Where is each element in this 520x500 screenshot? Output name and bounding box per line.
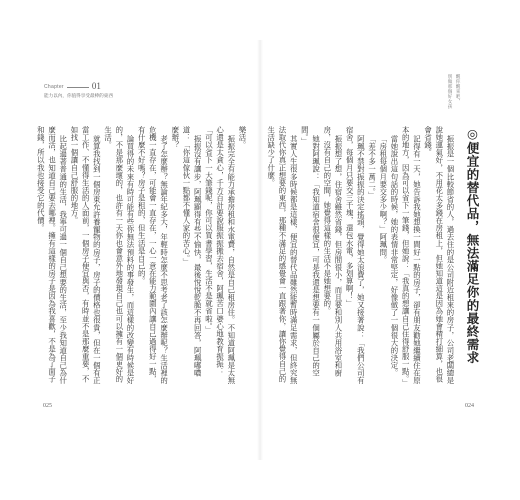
right-paragraph: 當她說出這句話的時候，她的表情非常堅定，好像做了一個很大的決定。 — [389, 134, 399, 377]
right-paragraph: 「房租每個月要交多少啊？」阿珮問。 — [378, 134, 388, 264]
right-paragraph: 記得有一天，她告訴我她想換一間好一點的房子，卻有朋友勸她繼續住在原本的地方，因為可以省下一筆錢，但她說：「我真的想讓自己住得舒服一點。」 — [401, 126, 422, 387]
chapter-number: 01 — [91, 81, 101, 91]
left-paragraph: 論買得的未來有時可能有些你無法預料的事發生，而這樣的改變有時候是好的，不是那麼壞的，也許有一天你也會意外地發現自己也可以擁有一個更好的生活。 — [103, 126, 135, 385]
right-paragraph: 其實人生很多時候都是這樣，便宜的替代品雖然能暫時滿足需求，但終究無法取代你真正想要的東西，那種不滿足的感覺會一直跟著你，讓你覺得自己的生活缺少了什麼。 — [266, 126, 299, 385]
right-paragraph: 「差不多一萬二。」 — [367, 134, 377, 200]
left-paragraph: 振振完全有能力承擔房租和水電費，自然是自己租房住。不知道阿珮是太無心還是太貪心，千方百計要說服振振搬去宿舍，阿珮苦口婆心地教育振振：「可以省下一大筆錢呢，你可以買書學習，生活不是就省啦。」 — [204, 126, 236, 385]
chapter-title: 能力以內，你值得享受最棒的東西 — [44, 93, 113, 98]
book-gutter — [257, 40, 263, 460]
right-page-body — [266, 126, 456, 388]
left-paragraph: 老了怎麼辦？無論年紀多大，年輕時怎麼不思考老了該怎麼辦呢？生活裡的危機一直存在，可能會一直存在，一心一意在能力範圍內讓自己過得好一點，有什麼不好嗎？房子是租的，但生活是自己的。 — [137, 126, 169, 385]
running-head-line: 醒你醒來吧， — [455, 74, 460, 104]
right-paragraph: 阿珮不禁對振振的決定搖頭，覺得她太浪費了，她又接著說：「我們公司有宿舍，每個月只要交三千塊，還包水電，多划算啊！」 — [345, 126, 366, 385]
running-head — [446, 74, 460, 109]
chapter-header — [44, 82, 113, 99]
chapter-heading-row — [44, 82, 113, 90]
chapter-label: Chapter — [44, 84, 64, 90]
left-paragraph: 振振沒有讓步，阿珮顯得有些不愉快，最後悅悅乾脆不再回答，阿珮嘟噥道：「你這傢伙一點都不懂人家的苦心。」 — [181, 126, 203, 377]
left-paragraph: 比起過著普通的生活，我寧可過一個自己想要的生活，至少我知道自己為什麼而活，也知道自己要去哪裡。擁有這樣的房子是因為我喜歡，不是為了面子和錢，所以我也接受它的代價。 — [36, 126, 68, 385]
left-paragraph: 麼辦？ — [170, 126, 180, 149]
page-number-left: 025 — [43, 403, 52, 409]
right-paragraph: 振振是一個比較節省的人，過去住的是公司附近租來的房子，公司老闆總是說她運氣好，不用花太多錢在房租上，但她知道這是因為她會精打細算，也很會省錢。 — [423, 126, 455, 385]
left-paragraph: 就算我找到一個房東允許養寵物的房子，房子的價格也很貴，但在一個有正當工作、不懂得生活的人面前，一個房子便宜與否，有時並不是那麼重要，不如找一個讓自己舒服的地方。 — [69, 126, 102, 385]
running-head-line: 別做那個好女孩 — [447, 74, 452, 109]
right-paragraph: 振振想了想，住宿舍雖然省錢，但房間很小，而且要和別人共用浴室和廚房，沒有自己的空間，她覺得這樣的生活不是她想要的。 — [322, 126, 343, 377]
page-number-right: 024 — [465, 403, 474, 409]
right-paragraph: 她對阿珮說：「我知道宿舍很便宜，可是我還是想要有一個屬於自己的空間。」 — [300, 126, 321, 377]
chapter-rule — [67, 87, 89, 88]
left-page-body — [36, 126, 248, 388]
section-heading: ◎便宜的替代品，無法滿足你的最終需求 — [465, 126, 480, 365]
left-paragraph: 樂活。 — [238, 126, 247, 149]
